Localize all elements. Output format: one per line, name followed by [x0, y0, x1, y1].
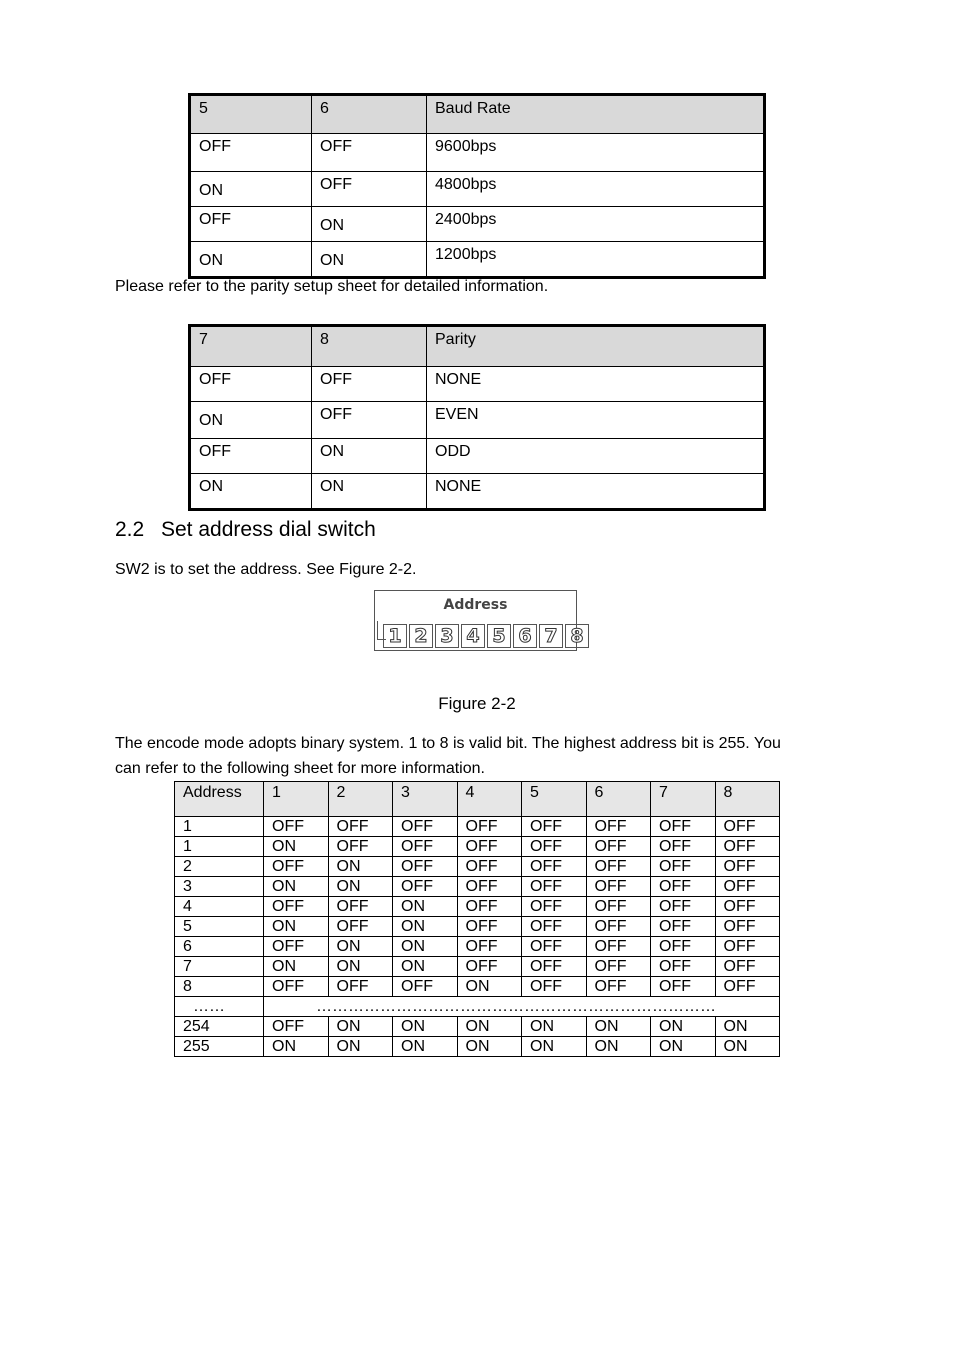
switch-state-cell: ON — [393, 957, 458, 977]
address-value-cell: 8 — [175, 977, 264, 997]
switch-state-cell: ON — [393, 1037, 458, 1057]
address-table-row — [175, 917, 780, 937]
parity-table-row — [190, 402, 765, 439]
address-table-body — [175, 817, 780, 997]
baud-cell — [312, 242, 427, 278]
switch-state-cell: OFF — [522, 977, 587, 997]
address-table-row — [175, 937, 780, 957]
switch-state-cell: OFF — [651, 857, 716, 877]
parity-cell: ODD — [427, 439, 765, 474]
switch-state-cell: OFF — [328, 917, 393, 937]
address-ellipsis-row — [175, 997, 780, 1017]
switch-state-cell: ON — [264, 1037, 329, 1057]
address-value-cell: 1 — [175, 817, 264, 837]
switch-state-cell: OFF — [264, 1017, 329, 1037]
figure-title: Address — [443, 597, 508, 613]
encode-text-line1: The encode mode adopts binary system. 1 to 8 is valid bit. The highest address bit is 255. You — [115, 735, 781, 752]
switch-state-cell: OFF — [522, 877, 587, 897]
section-number: 2.2 — [115, 518, 145, 541]
parity-header-cell: 7 — [190, 326, 312, 367]
switch-state-cell: ON — [393, 937, 458, 957]
switch-state-cell: OFF — [328, 977, 393, 997]
switch-state-cell: OFF — [651, 837, 716, 857]
baud-cell — [190, 242, 312, 278]
switch-state-cell: ON — [264, 837, 329, 857]
parity-cell: OFF — [190, 439, 312, 474]
switch-state-cell: OFF — [651, 817, 716, 837]
address-table-row — [175, 857, 780, 877]
switch-state-cell: OFF — [715, 977, 780, 997]
switch-state-cell: OFF — [715, 897, 780, 917]
switch-state-cell: ON — [715, 1017, 780, 1037]
switch-state-cell: OFF — [393, 857, 458, 877]
switch-state-cell: OFF — [586, 957, 651, 977]
dial-switch: 5 — [487, 624, 511, 648]
switch-state-cell: ON — [393, 917, 458, 937]
parity-table — [188, 324, 766, 511]
switch-state-cell: OFF — [586, 917, 651, 937]
switch-state-cell: OFF — [586, 817, 651, 837]
switch-state-cell: ON — [328, 1017, 393, 1037]
dial-switch: 1 — [383, 624, 407, 648]
baud-cell: OFF — [190, 134, 312, 172]
parity-cell: NONE — [427, 474, 765, 510]
baud-table-row — [190, 242, 765, 278]
switch-state-cell: OFF — [264, 897, 329, 917]
switch-state-cell: OFF — [328, 897, 393, 917]
address-value-cell: 4 — [175, 897, 264, 917]
baud-cell: 2400bps — [427, 207, 765, 242]
switch-state-cell: OFF — [328, 837, 393, 857]
switch-state-cell: OFF — [651, 977, 716, 997]
figure-caption: Figure 2-2 — [438, 694, 516, 713]
switch-state-cell: ON — [522, 1017, 587, 1037]
baud-table-header-row — [190, 95, 765, 134]
switch-state-cell: ON — [328, 957, 393, 977]
address-value-cell: 6 — [175, 937, 264, 957]
switch-state-cell: OFF — [715, 957, 780, 977]
address-table — [174, 781, 780, 1057]
address-header-cell: 4 — [457, 782, 522, 817]
switch-state-cell: OFF — [522, 897, 587, 917]
switch-state-cell: ON — [715, 1037, 780, 1057]
ellipsis-cell-right: ………………………………………………………………… — [264, 997, 780, 1017]
switch-state-cell: ON — [457, 977, 522, 997]
switch-state-cell: OFF — [522, 857, 587, 877]
switch-state-cell: OFF — [522, 917, 587, 937]
baud-cell: OFF — [190, 207, 312, 242]
switch-state-cell: OFF — [651, 937, 716, 957]
parity-intro-text: Please refer to the parity setup sheet for detailed information. — [115, 278, 549, 295]
switch-state-cell: OFF — [522, 937, 587, 957]
switch-state-cell: OFF — [651, 877, 716, 897]
address-table-header-row — [175, 782, 780, 817]
switch-state-cell: OFF — [715, 877, 780, 897]
section-title: Set address dial switch — [161, 518, 376, 541]
switch-state-cell: OFF — [586, 937, 651, 957]
address-header-cell: 2 — [328, 782, 393, 817]
baud-cell-text: ON — [320, 252, 344, 269]
address-intro-text: SW2 is to set the address. See Figure 2-2. — [115, 561, 417, 578]
baud-table-row — [190, 172, 765, 207]
address-header-cell: Address — [175, 782, 264, 817]
parity-cell: OFF — [312, 367, 427, 402]
baud-cell-text: ON — [199, 182, 223, 199]
dial-switch-row — [383, 624, 591, 648]
baud-cell: OFF — [312, 172, 427, 207]
parity-header-cell: 8 — [312, 326, 427, 367]
baud-rate-table — [188, 93, 766, 279]
address-table-tail — [175, 1017, 780, 1057]
switch-state-cell: OFF — [586, 837, 651, 857]
switch-state-cell: OFF — [393, 877, 458, 897]
parity-cell: NONE — [427, 367, 765, 402]
switch-state-cell: OFF — [651, 917, 716, 937]
switch-state-cell: OFF — [393, 817, 458, 837]
address-table-row — [175, 877, 780, 897]
address-table-row — [175, 977, 780, 997]
switch-state-cell: ON — [457, 1017, 522, 1037]
address-table-row — [175, 957, 780, 977]
switch-state-cell: OFF — [264, 977, 329, 997]
baud-cell: OFF — [312, 134, 427, 172]
switch-state-cell: ON — [264, 957, 329, 977]
address-value-cell: 255 — [175, 1037, 264, 1057]
switch-state-cell: ON — [264, 877, 329, 897]
parity-table-header-row — [190, 326, 765, 367]
parity-table-row — [190, 439, 765, 474]
switch-state-cell: ON — [651, 1017, 716, 1037]
switch-state-cell: ON — [264, 917, 329, 937]
address-header-cell: 8 — [715, 782, 780, 817]
address-dial-figure — [374, 590, 584, 651]
dial-switch: 6 — [513, 624, 537, 648]
switch-state-cell: ON — [586, 1037, 651, 1057]
switch-state-cell: OFF — [586, 877, 651, 897]
address-value-cell: 1 — [175, 837, 264, 857]
switch-state-cell: ON — [328, 877, 393, 897]
address-value-cell: 5 — [175, 917, 264, 937]
dial-switch: 2 — [409, 624, 433, 648]
switch-state-cell: ON — [393, 897, 458, 917]
switch-state-cell: ON — [586, 1017, 651, 1037]
switch-state-cell: ON — [328, 1037, 393, 1057]
switch-state-cell: OFF — [457, 877, 522, 897]
parity-cell: OFF — [312, 402, 427, 439]
switch-state-cell: OFF — [457, 957, 522, 977]
switch-state-cell: OFF — [264, 857, 329, 877]
address-table-row — [175, 837, 780, 857]
address-table-row — [175, 1037, 780, 1057]
switch-state-cell: ON — [457, 1037, 522, 1057]
switch-state-cell: OFF — [457, 937, 522, 957]
switch-state-cell: OFF — [715, 837, 780, 857]
dial-switch: 4 — [461, 624, 485, 648]
baud-header-cell: 5 — [190, 95, 312, 134]
dial-switch: 8 — [565, 624, 589, 648]
switch-state-cell: OFF — [457, 857, 522, 877]
switch-state-cell: OFF — [651, 957, 716, 977]
switch-state-cell: ON — [328, 857, 393, 877]
section-heading — [115, 518, 376, 542]
baud-cell: 1200bps — [427, 242, 765, 278]
switch-state-cell: OFF — [651, 897, 716, 917]
address-value-cell: 2 — [175, 857, 264, 877]
parity-cell-text: ON — [199, 412, 223, 429]
switch-state-cell: OFF — [586, 977, 651, 997]
switch-state-cell: OFF — [522, 817, 587, 837]
address-value-cell: 254 — [175, 1017, 264, 1037]
dial-switch: 3 — [435, 624, 459, 648]
switch-state-cell: OFF — [457, 837, 522, 857]
address-header-cell: 1 — [264, 782, 329, 817]
baud-table-row — [190, 134, 765, 172]
address-table-row — [175, 817, 780, 837]
baud-header-cell: 6 — [312, 95, 427, 134]
address-header-cell: 6 — [586, 782, 651, 817]
parity-cell: ON — [312, 439, 427, 474]
parity-cell: ON — [312, 474, 427, 510]
parity-cell: ON — [190, 474, 312, 510]
switch-state-cell: OFF — [715, 937, 780, 957]
switch-state-cell: OFF — [586, 857, 651, 877]
switch-state-cell: OFF — [586, 897, 651, 917]
parity-cell — [190, 402, 312, 439]
baud-cell-text: ON — [320, 217, 344, 234]
switch-state-cell: OFF — [715, 857, 780, 877]
parity-table-row — [190, 367, 765, 402]
baud-header-cell: Baud Rate — [427, 95, 765, 134]
switch-state-cell: ON — [393, 1017, 458, 1037]
switch-state-cell: OFF — [457, 917, 522, 937]
address-value-cell: 7 — [175, 957, 264, 977]
switch-state-cell: ON — [522, 1037, 587, 1057]
baud-table-row — [190, 207, 765, 242]
baud-cell — [190, 172, 312, 207]
baud-cell-text: ON — [199, 252, 223, 269]
parity-table-row — [190, 474, 765, 510]
switch-state-cell: OFF — [264, 937, 329, 957]
address-header-cell: 3 — [393, 782, 458, 817]
switch-state-cell: OFF — [522, 837, 587, 857]
baud-cell: 9600bps — [427, 134, 765, 172]
switch-state-cell: OFF — [264, 817, 329, 837]
parity-cell: EVEN — [427, 402, 765, 439]
switch-state-cell: OFF — [393, 977, 458, 997]
switch-state-cell: OFF — [328, 817, 393, 837]
baud-cell: 4800bps — [427, 172, 765, 207]
switch-state-cell: OFF — [457, 897, 522, 917]
dial-switch: 7 — [539, 624, 563, 648]
switch-state-cell: OFF — [457, 817, 522, 837]
encode-text-line2: can refer to the following sheet for more information. — [115, 760, 485, 777]
ellipsis-cell-left: …… — [175, 997, 264, 1017]
address-table-row — [175, 1017, 780, 1037]
switch-state-cell: OFF — [715, 817, 780, 837]
parity-header-cell: Parity — [427, 326, 765, 367]
switch-state-cell: OFF — [393, 837, 458, 857]
baud-cell — [312, 207, 427, 242]
switch-state-cell: ON — [651, 1037, 716, 1057]
address-value-cell: 3 — [175, 877, 264, 897]
switch-state-cell: OFF — [522, 957, 587, 977]
address-header-cell: 7 — [651, 782, 716, 817]
address-table-row — [175, 897, 780, 917]
address-header-cell: 5 — [522, 782, 587, 817]
switch-state-cell: ON — [328, 937, 393, 957]
switch-state-cell: OFF — [715, 917, 780, 937]
parity-cell: OFF — [190, 367, 312, 402]
